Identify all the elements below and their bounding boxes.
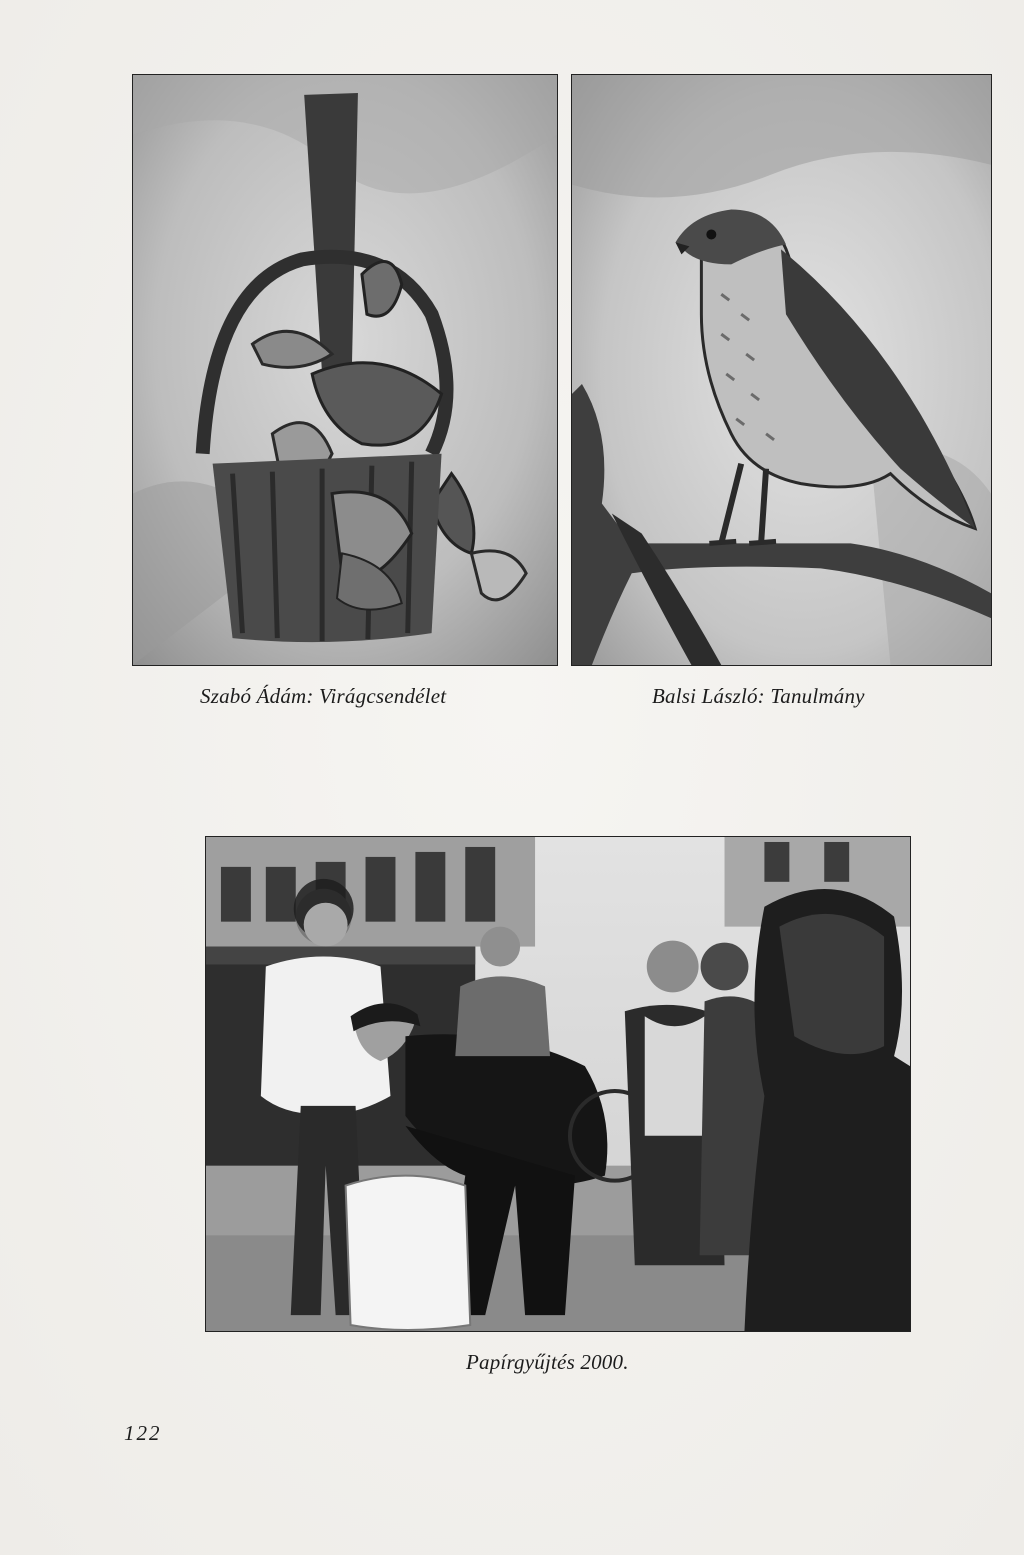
paper-collection-photo bbox=[205, 836, 911, 1332]
page-number: 122 bbox=[124, 1421, 162, 1445]
hawk-caption: Balsi László: Tanulmány bbox=[652, 684, 865, 708]
still-life-caption: Szabó Ádám: Virágcsendélet bbox=[200, 684, 447, 708]
hawk-painting bbox=[571, 74, 992, 666]
photo-caption: Papírgyűjtés 2000. bbox=[466, 1350, 629, 1374]
still-life-painting bbox=[132, 74, 558, 666]
students-group-image bbox=[206, 837, 910, 1331]
hawk-image bbox=[572, 75, 991, 665]
flower-basket-image bbox=[133, 75, 557, 665]
